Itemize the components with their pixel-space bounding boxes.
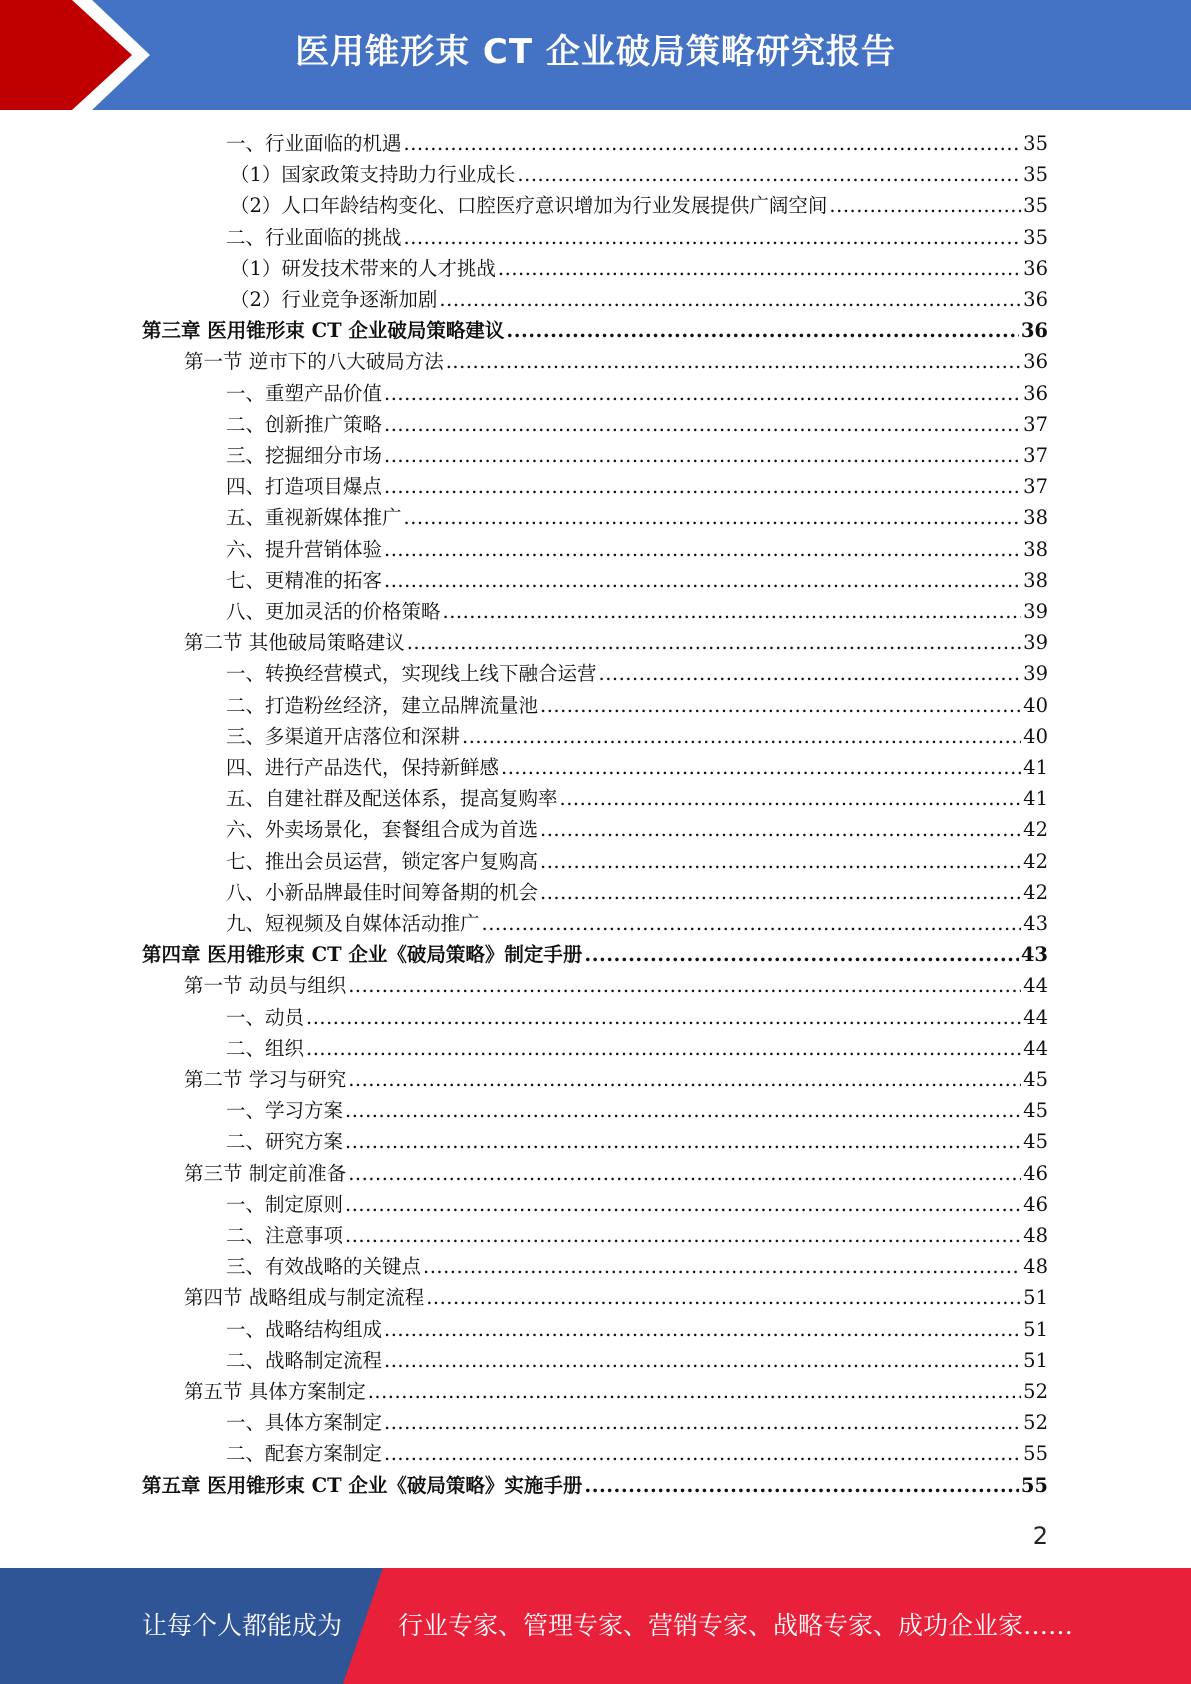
toc-entry-label: 二、注意事项: [226, 1224, 344, 1247]
toc-dot-leader: [345, 1220, 1021, 1251]
toc-dot-leader: [423, 1251, 1021, 1282]
toc-subsection-entry[interactable]: [226, 783, 1048, 814]
toc-entry-page: 44: [1023, 1036, 1048, 1060]
toc-entry-page: 36: [1023, 381, 1048, 405]
toc-entry-page: 35: [1023, 163, 1048, 187]
toc-entry-label: （2）人口年龄结构变化、口腔医疗意识增加为行业发展提供广阔空间: [230, 194, 828, 218]
toc-entry-label: 五、自建社群及配送体系，提高复购率: [226, 787, 558, 811]
toc-entry-label: 第五章 医用锥形束 CT 企业《破局策略》实施手册: [142, 1473, 583, 1497]
toc-entry-label: 第三章 医用锥形束 CT 企业破局策略建议: [142, 319, 505, 343]
toc-entry-page: 51: [1023, 1348, 1048, 1372]
toc-dot-leader: [404, 222, 1022, 253]
toc-dot-leader: [384, 534, 1021, 565]
toc-dot-leader: [540, 846, 1021, 877]
toc-entry-label: 第二节 其他破局策略建议: [184, 631, 405, 655]
toc-dot-leader: [384, 565, 1021, 596]
toc-entry-label: 第五节 具体方案制定: [184, 1380, 366, 1403]
toc-dot-leader: [345, 1126, 1021, 1157]
toc-subsection-entry[interactable]: [226, 222, 1048, 253]
toc-entry-label: 八、小新品牌最佳时间筹备期的机会: [226, 880, 539, 904]
toc-entry-page: 51: [1023, 1286, 1048, 1310]
toc-entry-page: 46: [1023, 1192, 1048, 1216]
toc-subsection-entry[interactable]: [226, 1095, 1048, 1126]
toc-dot-leader: [540, 690, 1021, 721]
toc-entry-label: 九、短视频及自媒体活动推广: [226, 912, 480, 935]
toc-dot-leader: [384, 1345, 1021, 1376]
toc-subsection-entry[interactable]: [226, 378, 1048, 409]
toc-entry-page: 40: [1023, 724, 1048, 748]
toc-entry-page: 42: [1023, 818, 1048, 842]
toc-dot-leader: [384, 378, 1021, 409]
toc-entry-label: 第三节 制定前准备: [184, 1161, 347, 1185]
toc-entry-label: 六、提升营销体验: [226, 537, 383, 561]
toc-dot-leader: [345, 1095, 1021, 1126]
toc-dot-leader: [439, 284, 1021, 315]
toc-entry-label: 一、重塑产品价值: [226, 381, 383, 405]
toc-entry-label: 一、学习方案: [226, 1099, 344, 1123]
toc-entry-page: 37: [1023, 412, 1048, 436]
toc-entry-page: 37: [1023, 444, 1048, 467]
page-header: [0, 0, 1191, 110]
toc-entry-label: 四、打造项目爆点: [226, 475, 383, 499]
toc-entry-page: 45: [1023, 1068, 1048, 1091]
toc-entry-page: 48: [1023, 1255, 1048, 1279]
toc-dot-leader: [599, 658, 1022, 689]
toc-subsection-entry[interactable]: [226, 409, 1048, 440]
toc-subsection-entry[interactable]: [226, 1220, 1048, 1251]
toc-dot-leader: [540, 814, 1021, 845]
toc-entry-page: 36: [1023, 256, 1048, 280]
toc-subsection-entry[interactable]: [230, 190, 1048, 221]
toc-entry-label: 二、战略制定流程: [226, 1348, 383, 1372]
toc-entry-page: 55: [1023, 1442, 1048, 1466]
toc-entry-page: 35: [1023, 132, 1048, 155]
toc-subsection-entry[interactable]: [226, 596, 1048, 627]
toc-entry-page: 39: [1023, 631, 1048, 655]
toc-section-entry[interactable]: [184, 1282, 1048, 1313]
toc-subsection-entry[interactable]: [226, 877, 1048, 908]
footer-slogan-right: 行业专家、管理专家、营销专家、战略专家、成功企业家……: [398, 1611, 1074, 1640]
toc-dot-leader: [384, 1314, 1021, 1345]
toc-dot-leader: [404, 502, 1022, 533]
toc-dot-leader: [384, 471, 1021, 502]
toc-entry-page: 39: [1023, 600, 1048, 623]
toc-subsection-entry[interactable]: [230, 284, 1048, 315]
toc-subsection-entry[interactable]: [226, 1002, 1048, 1033]
toc-subsection-entry[interactable]: [226, 1345, 1048, 1376]
toc-section-entry[interactable]: [184, 1376, 1048, 1407]
toc-entry-label: 二、行业面临的挑战: [226, 225, 402, 249]
toc-entry-label: 第二节 学习与研究: [184, 1068, 347, 1091]
toc-subsection-entry[interactable]: [226, 502, 1048, 533]
toc-dot-leader: [348, 1158, 1021, 1189]
toc-dot-leader: [306, 1033, 1021, 1064]
toc-dot-leader: [446, 346, 1021, 377]
toc-chapter-entry[interactable]: [142, 939, 1048, 970]
toc-entry-label: 四、进行产品迭代，保持新鲜感: [226, 756, 500, 779]
toc-subsection-entry[interactable]: [230, 253, 1048, 284]
toc-entry-label: 第一节 逆市下的八大破局方法: [184, 350, 444, 374]
toc-subsection-entry[interactable]: [226, 1314, 1048, 1345]
toc-entry-page: 42: [1023, 849, 1048, 873]
toc-entry-label: 二、配套方案制定: [226, 1442, 383, 1466]
toc-entry-label: 二、研究方案: [226, 1130, 344, 1154]
toc-entry-label: （1）研发技术带来的人才挑战: [230, 256, 496, 280]
toc-entry-page: 45: [1023, 1130, 1048, 1154]
toc-entry-label: 八、更加灵活的价格策略: [226, 600, 441, 623]
toc-entry-page: 35: [1023, 225, 1048, 249]
toc-entry-page: 45: [1023, 1099, 1048, 1123]
toc-section-entry[interactable]: [184, 1064, 1048, 1095]
toc-entry-label: 五、重视新媒体推广: [226, 506, 402, 530]
toc-entry-label: 三、多渠道开店落位和深耕: [226, 724, 461, 748]
toc-subsection-entry[interactable]: [226, 1438, 1048, 1469]
toc-subsection-entry[interactable]: [230, 159, 1048, 190]
toc-entry-page: 38: [1023, 537, 1048, 561]
toc-entry-label: 第一节 动员与组织: [184, 974, 347, 998]
toc-entry-label: 二、创新推广策略: [226, 412, 383, 436]
toc-entry-label: （2）行业竞争逐渐加剧: [230, 288, 438, 311]
toc-subsection-entry[interactable]: [226, 908, 1048, 939]
toc-entry-label: 一、动员: [226, 1005, 305, 1029]
toc-subsection-entry[interactable]: [226, 658, 1048, 689]
toc-section-entry[interactable]: [184, 1158, 1048, 1189]
toc-subsection-entry[interactable]: [226, 814, 1048, 845]
toc-subsection-entry[interactable]: [226, 471, 1048, 502]
toc-dot-leader: [384, 1407, 1021, 1438]
toc-entry-page: 41: [1023, 756, 1048, 779]
toc-entry-label: 三、有效战略的关键点: [226, 1255, 422, 1279]
toc-subsection-entry[interactable]: [226, 1033, 1048, 1064]
toc-dot-leader: [560, 783, 1022, 814]
toc-chapter-entry[interactable]: [142, 1470, 1048, 1501]
toc-dot-leader: [306, 1002, 1021, 1033]
toc-dot-leader: [501, 752, 1021, 783]
toc-section-entry[interactable]: [184, 627, 1048, 658]
toc-entry-page: 38: [1023, 568, 1048, 592]
toc-subsection-entry[interactable]: [226, 1251, 1048, 1282]
toc-section-entry[interactable]: [184, 970, 1048, 1001]
toc-dot-leader: [404, 128, 1022, 159]
toc-entry-page: 38: [1023, 506, 1048, 530]
toc-entry-page: 52: [1023, 1380, 1048, 1403]
toc-entry-page: 52: [1023, 1411, 1048, 1435]
toc-entry-label: 第四章 医用锥形束 CT 企业《破局策略》制定手册: [142, 943, 583, 967]
report-title: 医用锥形束 CT 企业破局策略研究报告: [295, 32, 896, 72]
toc-entry-page: 44: [1023, 974, 1048, 998]
toc-subsection-entry[interactable]: [226, 1407, 1048, 1438]
toc-dot-leader: [584, 939, 1018, 970]
toc-subsection-entry[interactable]: [226, 1189, 1048, 1220]
toc-dot-leader: [348, 970, 1021, 1001]
toc-entry-label: 一、行业面临的机遇: [226, 132, 402, 155]
toc-entry-page: 43: [1020, 943, 1048, 967]
toc-subsection-entry[interactable]: [226, 752, 1048, 783]
toc-entry-label: 一、制定原则: [226, 1192, 344, 1216]
toc-dot-leader: [443, 596, 1022, 627]
toc-dot-leader: [506, 315, 1018, 346]
toc-dot-leader: [540, 877, 1021, 908]
toc-entry-label: 三、挖掘细分市场: [226, 444, 383, 467]
toc-entry-page: 39: [1023, 662, 1048, 686]
toc-entry-label: 一、战略结构组成: [226, 1317, 383, 1341]
toc-entry-page: 44: [1023, 1005, 1048, 1029]
toc-entry-page: 43: [1023, 912, 1048, 935]
toc-subsection-entry[interactable]: [226, 690, 1048, 721]
toc-dot-leader: [829, 190, 1021, 221]
toc-subsection-entry[interactable]: [226, 1126, 1048, 1157]
toc-subsection-entry[interactable]: [226, 721, 1048, 752]
toc-entry-label: （1）国家政策支持助力行业成长: [230, 163, 516, 187]
toc-subsection-entry[interactable]: [226, 565, 1048, 596]
footer-slogan-left: 让每个人都能成为: [142, 1611, 343, 1640]
toc-dot-leader: [584, 1470, 1018, 1501]
toc-dot-leader: [498, 253, 1021, 284]
toc-dot-leader: [345, 1189, 1021, 1220]
toc-dot-leader: [368, 1376, 1021, 1407]
toc-entry-label: 第四节 战略组成与制定流程: [184, 1286, 425, 1310]
toc-entry-page: 55: [1020, 1473, 1048, 1497]
toc-entry-label: 六、外卖场景化，套餐组合成为首选: [226, 818, 539, 842]
toc-dot-leader: [384, 1438, 1021, 1469]
toc-subsection-entry[interactable]: [226, 128, 1048, 159]
toc-chapter-entry[interactable]: [142, 315, 1048, 346]
toc-entry-label: 一、转换经营模式，实现线上线下融合运营: [226, 662, 597, 686]
toc-subsection-entry[interactable]: [226, 440, 1048, 471]
toc-entry-page: 36: [1023, 288, 1048, 311]
toc-entry-page: 42: [1023, 880, 1048, 904]
toc-entry-page: 35: [1023, 194, 1048, 218]
toc-subsection-entry[interactable]: [226, 534, 1048, 565]
toc-entry-page: 36: [1020, 319, 1048, 343]
toc-dot-leader: [482, 908, 1022, 939]
toc-dot-leader: [407, 627, 1021, 658]
toc-entry-page: 37: [1023, 475, 1048, 499]
toc-dot-leader: [517, 159, 1021, 190]
toc-dot-leader: [426, 1282, 1021, 1313]
toc-entry-label: 二、组织: [226, 1036, 305, 1060]
page-footer: [0, 1568, 1191, 1684]
toc-entry-page: 40: [1023, 693, 1048, 717]
toc-section-entry[interactable]: [184, 346, 1048, 377]
toc-subsection-entry[interactable]: [226, 846, 1048, 877]
toc-entry-page: 51: [1023, 1317, 1048, 1341]
toc-entry-page: 36: [1023, 350, 1048, 374]
toc-dot-leader: [384, 409, 1021, 440]
toc-entry-page: 46: [1023, 1161, 1048, 1185]
toc-entry-label: 七、推出会员运营，锁定客户复购高: [226, 849, 539, 873]
toc-entry-label: 一、具体方案制定: [226, 1411, 383, 1435]
toc-entry-page: 48: [1023, 1224, 1048, 1247]
toc-entry-label: 二、打造粉丝经济，建立品牌流量池: [226, 693, 539, 717]
toc-entry-page: 41: [1023, 787, 1048, 811]
page-number: 2: [1032, 1522, 1048, 1550]
toc-dot-leader: [348, 1064, 1021, 1095]
toc-dot-leader: [462, 721, 1021, 752]
toc-entry-label: 七、更精准的拓客: [226, 568, 383, 592]
toc-dot-leader: [384, 440, 1021, 471]
